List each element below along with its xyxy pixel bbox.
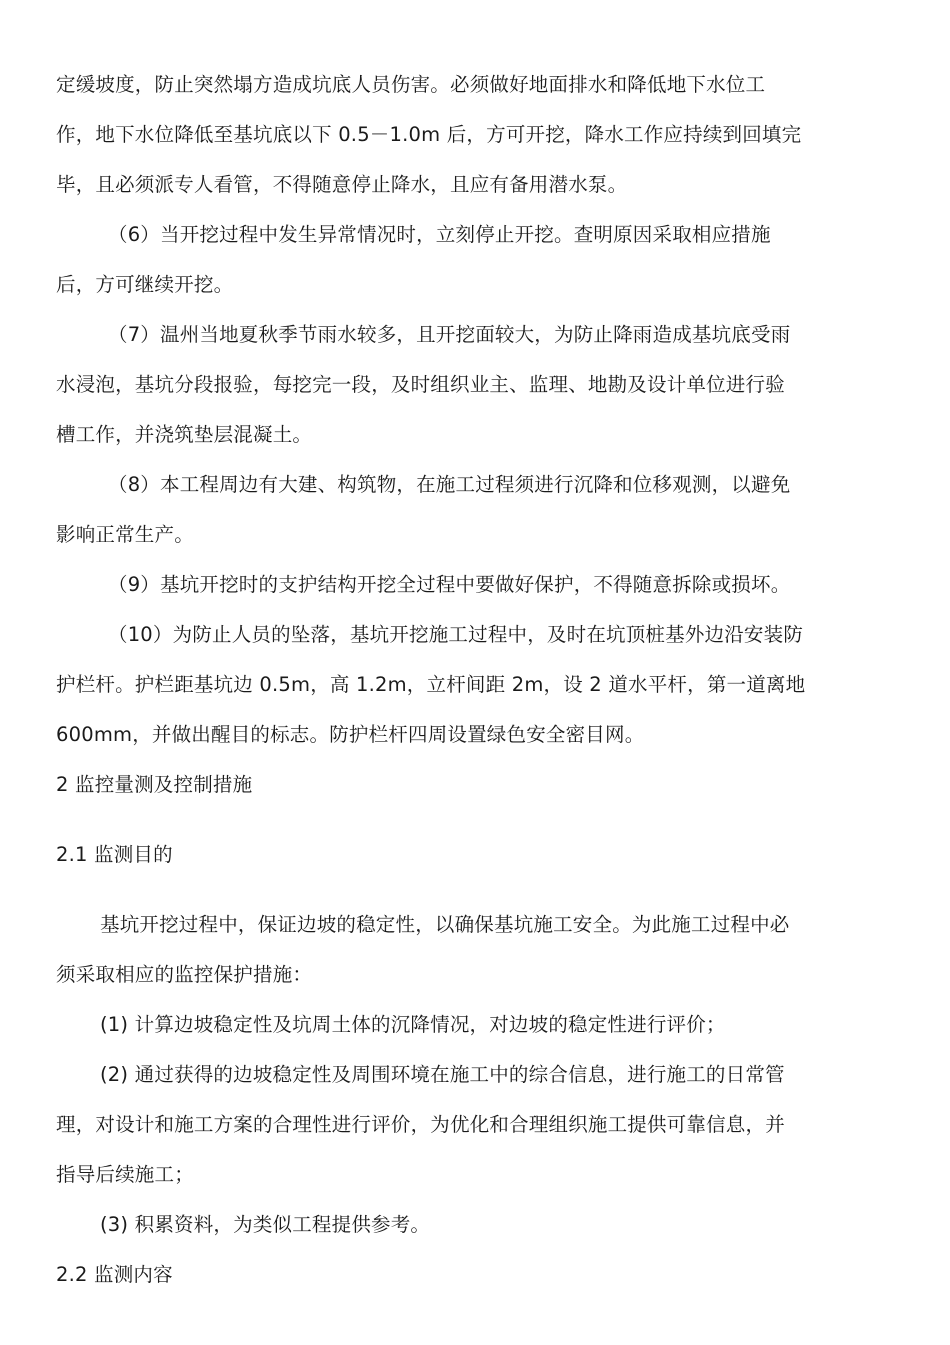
item-7-line-3: 槽工作，并浇筑垫层混凝土。 <box>56 423 313 446</box>
section-heading-2-1: 2.1 监测目的 <box>56 843 173 866</box>
item-8-line-1: （8）本工程周边有大建、构筑物，在施工过程须进行沉降和位移观测，以避免 <box>108 473 791 496</box>
item-10-line-3: 600mm，并做出醒目的标志。防护栏杆四周设置绿色安全密目网。 <box>56 723 645 746</box>
purpose-line-1: 基坑开挖过程中，保证边坡的稳定性，以确保基坑施工安全。为此施工过程中必 <box>100 913 790 936</box>
item-8-line-2: 影响正常生产。 <box>56 523 194 546</box>
item-9-line-1: （9）基坑开挖时的支护结构开挖全过程中要做好保护，不得随意拆除或损坏。 <box>108 573 791 596</box>
item-7-line-2: 水浸泡，基坑分段报验，每挖完一段，及时组织业主、监理、地勘及设计单位进行验 <box>56 373 785 396</box>
text-line-3: 毕，且必须派专人看管，不得随意停止降水，且应有备用潜水泵。 <box>56 173 628 196</box>
item-10-line-2: 护栏杆。护栏距基坑边 0.5m，高 1.2m，立杆间距 2m，设 2 道水平杆，第一道离地 <box>56 673 806 696</box>
purpose-line-2: 须采取相应的监控保护措施： <box>56 963 313 986</box>
purpose-item-1: (1) 计算边坡稳定性及坑周土体的沉降情况，对边坡的稳定性进行评价； <box>100 1013 726 1036</box>
text-line-2: 作，地下水位降低至基坑底以下 0.5－1.0m 后，方可开挖，降水工作应持续到回填完 <box>56 123 802 146</box>
item-6-line-2: 后，方可继续开挖。 <box>56 273 234 296</box>
section-heading-2-2: 2.2 监测内容 <box>56 1263 173 1286</box>
purpose-item-2-line-3: 指导后续施工； <box>56 1163 194 1186</box>
purpose-item-2-line-2: 理，对设计和施工方案的合理性进行评价，为优化和合理组织施工提供可靠信息，并 <box>56 1113 785 1136</box>
item-10-line-1: （10）为防止人员的坠落，基坑开挖施工过程中，及时在坑顶桩基外边沿安装防 <box>108 623 804 646</box>
item-7-line-1: （7）温州当地夏秋季节雨水较多，且开挖面较大，为防止降雨造成基坑底受雨 <box>108 323 791 346</box>
section-heading-2: 2 监控量测及控制措施 <box>56 773 253 796</box>
purpose-item-2-line-1: (2) 通过获得的边坡稳定性及周围环境在施工中的综合信息，进行施工的日常管 <box>100 1063 785 1086</box>
item-6-line-1: （6）当开挖过程中发生异常情况时，立刻停止开挖。查明原因采取相应措施 <box>108 223 771 246</box>
purpose-item-3: (3) 积累资料，为类似工程提供参考。 <box>100 1213 431 1236</box>
text-line-1: 定缓坡度，防止突然塌方造成坑底人员伤害。必须做好地面排水和降低地下水位工 <box>56 73 766 96</box>
